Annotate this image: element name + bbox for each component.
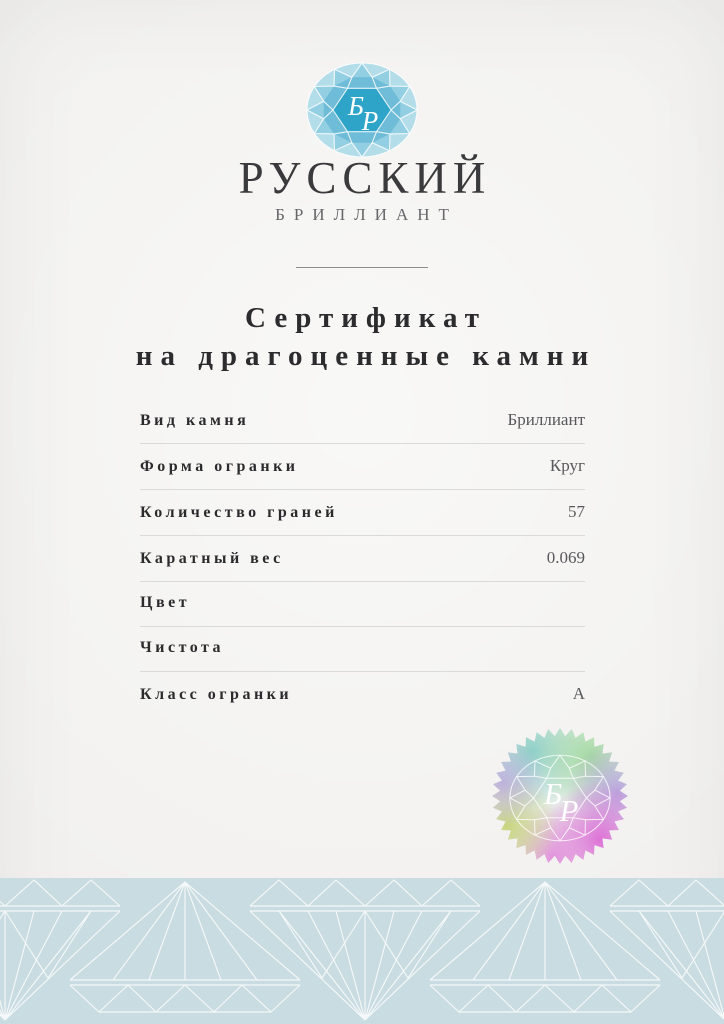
logo-monogram-letter-b: Б <box>348 91 364 121</box>
brand-logo <box>306 62 418 158</box>
certificate-title <box>0 299 724 375</box>
seal-monogram-letter-r: Р <box>559 793 579 828</box>
title-divider <box>296 267 428 268</box>
seal-starburst-icon <box>491 727 629 865</box>
field-label: Форма огранки <box>140 458 299 475</box>
field-value: 57 <box>568 502 585 521</box>
table-row-color <box>140 582 585 627</box>
table-row-cut-class <box>140 672 585 717</box>
table-row-carat-weight <box>140 536 585 582</box>
diamond-pattern <box>0 878 724 1024</box>
field-label: Каратный вес <box>140 550 284 567</box>
field-value: 0.069 <box>546 548 585 567</box>
field-label: Цвет <box>140 594 191 611</box>
seal-monogram-letter-b: Б <box>543 776 563 811</box>
field-label: Чистота <box>140 639 225 656</box>
field-label: Класс огранки <box>140 686 293 703</box>
field-label: Количество граней <box>140 504 338 521</box>
footer-band <box>0 878 724 1024</box>
table-row-facet-count <box>140 490 585 536</box>
certificate-title-line2: на драгоценные камни <box>135 340 597 372</box>
table-row-clarity <box>140 627 585 672</box>
brand-subtitle: БРИЛЛИАНТ <box>275 205 458 224</box>
certificate-title-line1: Сертификат <box>245 302 487 334</box>
field-value: Бриллиант <box>507 410 585 429</box>
brand-name: РУССКИЙ <box>238 153 492 203</box>
field-value: А <box>572 684 585 703</box>
holographic-seal <box>491 727 629 865</box>
diamond-logo-icon <box>306 62 418 158</box>
field-label: Вид камня <box>140 412 250 429</box>
logo-monogram-letter-r: Р <box>361 106 379 136</box>
table-row-cut-shape <box>140 444 585 490</box>
field-value: Круг <box>549 456 585 475</box>
table-row-stone-type <box>140 398 585 444</box>
cert-table <box>140 398 585 717</box>
